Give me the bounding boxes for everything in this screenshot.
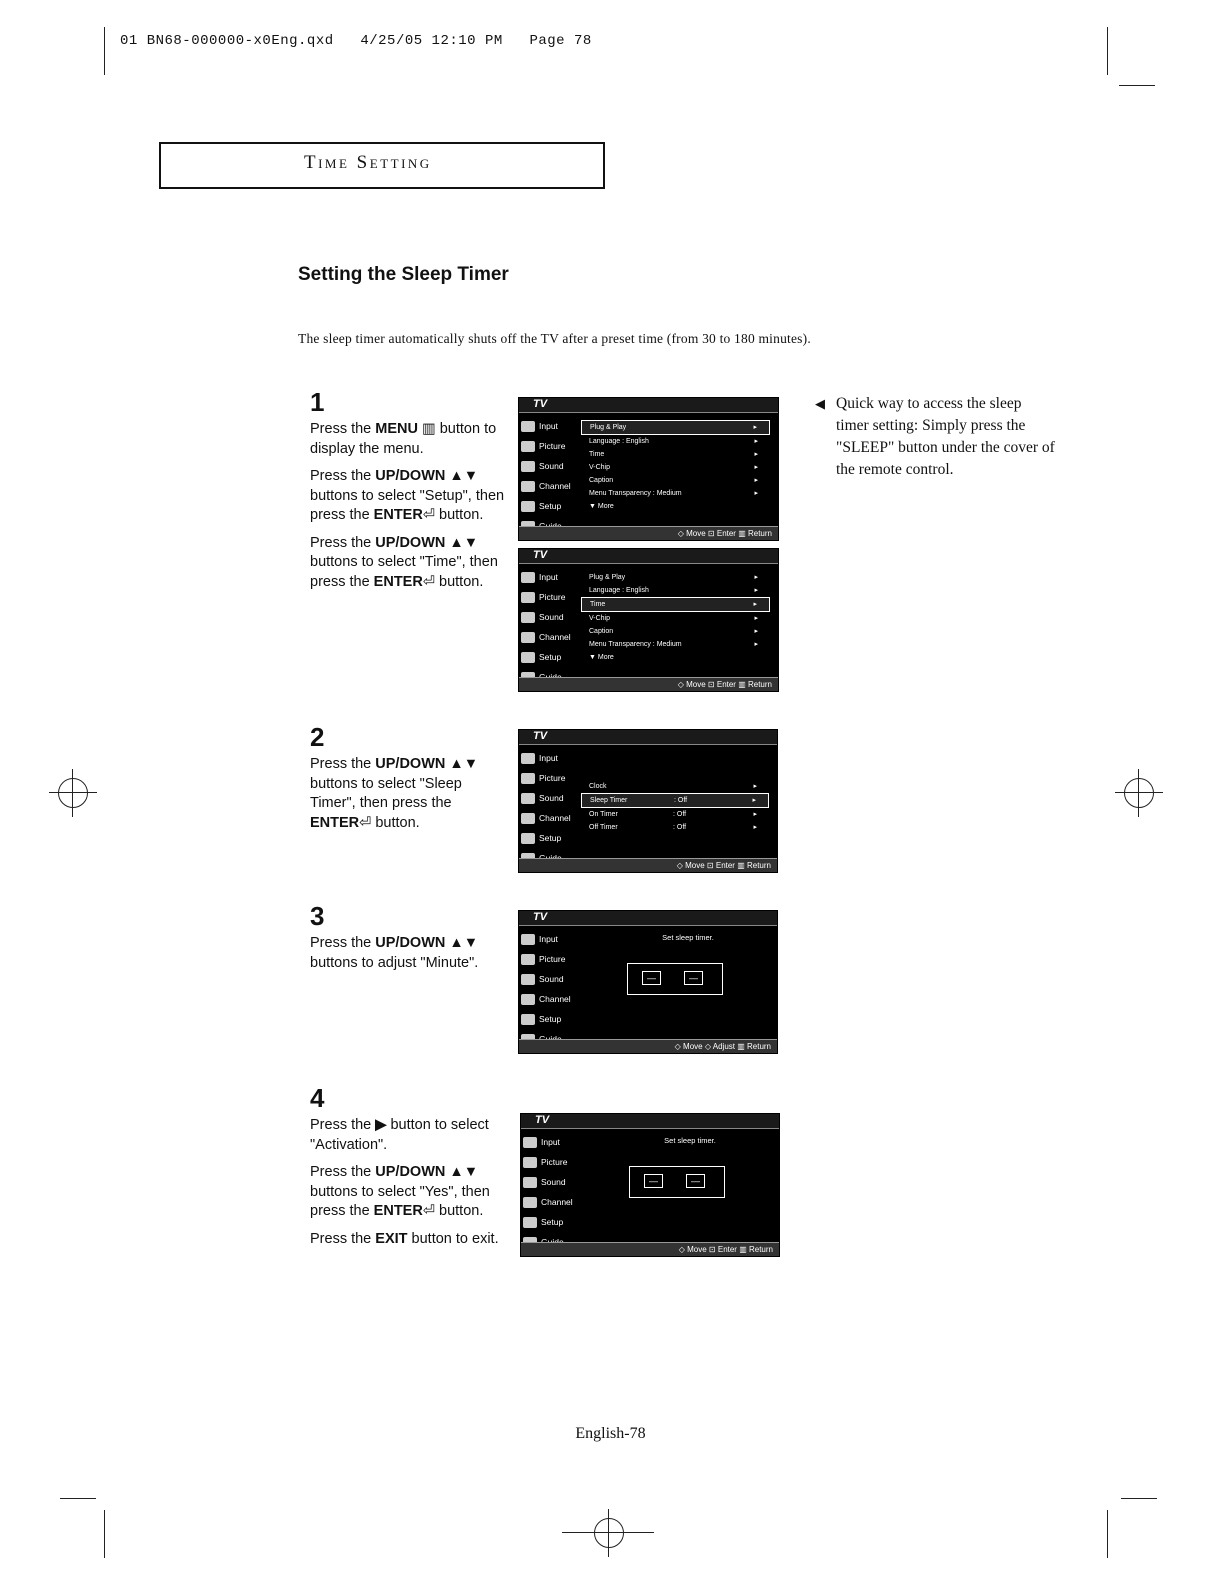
tv-menu-item: ▼ More — [589, 654, 614, 661]
triangle-left-icon: ◀ — [815, 396, 825, 411]
tv-category-icon — [521, 612, 535, 623]
instruction-text: ▲▼ buttons to select "Yes", then press the — [310, 1164, 490, 1219]
tv-sidebar-item: Setup — [521, 828, 579, 848]
tv-sidebar-item: Setup — [523, 1212, 581, 1232]
tv-arrow-right-icon: ▸ — [754, 490, 758, 497]
tv-sidebar-item: Setup — [521, 496, 579, 516]
page-heading: Setting the Sleep Timer — [298, 264, 509, 285]
tv-arrow-right-icon: ▸ — [752, 797, 756, 804]
key-name: UP/DOWN — [375, 1164, 446, 1180]
tv-dialog-field-activation: — — [686, 1174, 705, 1188]
tv-arrow-right-icon: ▸ — [754, 574, 758, 581]
tv-screen-sleep-minute — [518, 910, 778, 1054]
tv-sleep-dialog — [627, 963, 723, 995]
instruction-paragraph — [310, 467, 510, 526]
tv-arrow-right-icon: ▸ — [753, 424, 757, 431]
instruction-text: Press the — [310, 756, 376, 772]
key-name: MENU — [375, 421, 418, 437]
tv-dialog-title: Set sleep timer. — [662, 933, 714, 942]
tv-menu-item: ▼ More — [589, 503, 614, 510]
step-instructions — [310, 1116, 510, 1249]
tv-arrow-right-icon: ▸ — [753, 601, 757, 608]
tv-bottom-bar: ◇ Move ◇ Adjust ▥ Return — [519, 1039, 777, 1053]
tv-category-icon — [523, 1137, 537, 1148]
tv-menu-item: Menu Transparency : Medium ▸ — [581, 638, 770, 651]
tv-category-icon — [521, 833, 535, 844]
tv-bottom-bar: ◇ Move ⊡ Enter ▥ Return — [519, 677, 778, 691]
tv-arrow-right-icon: ▸ — [753, 824, 757, 831]
step-1 — [310, 387, 510, 592]
tv-category-icon — [521, 652, 535, 663]
instruction-text: ⏎ button. — [422, 507, 484, 523]
step-4 — [310, 1083, 510, 1249]
tv-dialog-field-activation: — — [684, 971, 703, 985]
tv-top-bar — [519, 911, 777, 926]
tv-sidebar-item: Picture — [521, 587, 579, 607]
tv-sidebar-item: Picture — [521, 949, 579, 969]
instruction-paragraph — [310, 1116, 510, 1155]
tv-menu-item: Clock ▸ — [581, 780, 769, 793]
instruction-paragraph — [310, 534, 510, 593]
step-instructions — [310, 755, 510, 833]
key-name: EXIT — [375, 1230, 408, 1247]
step-number: 1 — [310, 387, 325, 417]
tv-category-icon — [521, 934, 535, 945]
tv-menu-item: Language : English ▸ — [581, 584, 770, 597]
step-instructions — [310, 934, 510, 973]
tv-arrow-right-icon: ▸ — [753, 783, 757, 790]
tv-bottom-bar: ◇ Move ⊡ Enter ▥ Return — [519, 526, 778, 540]
tv-sidebar — [521, 416, 579, 536]
tv-menu-value: : Off — [673, 824, 687, 831]
tv-sidebar-item: Sound — [523, 1172, 581, 1192]
instruction-text: Press the — [310, 468, 376, 484]
key-name: ENTER — [373, 1203, 423, 1219]
registration-mark-bottom — [594, 1518, 624, 1548]
tv-sidebar-item: Input — [523, 1132, 581, 1152]
tv-bottom-bar: ◇ Move ⊡ Enter ▥ Return — [521, 1242, 779, 1256]
tv-category-icon — [521, 753, 535, 764]
instruction-text: ⏎ button. — [422, 1203, 484, 1219]
tv-menu — [581, 420, 770, 513]
instruction-text: ▥ button to display the menu. — [310, 421, 497, 457]
tv-category-icon — [521, 421, 535, 432]
tv-menu — [581, 780, 769, 834]
tv-sidebar-item: Sound — [521, 969, 579, 989]
tv-screen-time-selected — [518, 548, 779, 692]
key-name: UP/DOWN — [375, 935, 446, 951]
tv-menu-item: Sleep Timer : Off ▸ — [581, 793, 769, 808]
tv-menu-value: : Off — [674, 797, 688, 804]
step-instructions — [310, 420, 510, 592]
tv-category-icon — [521, 592, 535, 603]
tv-sidebar-item: Sound — [521, 788, 579, 808]
key-name: UP/DOWN — [375, 468, 446, 484]
tv-sidebar — [521, 748, 579, 868]
tv-sidebar-item: Channel — [521, 989, 579, 1009]
tv-screen-time-menu — [518, 729, 778, 873]
tv-sidebar-item: Picture — [521, 436, 579, 456]
tv-logo: TV — [533, 398, 548, 410]
tv-sidebar — [521, 929, 579, 1049]
registration-mark-right — [1124, 778, 1154, 808]
tv-menu-item: V-Chip ▸ — [581, 461, 770, 474]
tv-menu-item: Time ▸ — [581, 448, 770, 461]
tv-arrow-right-icon: ▸ — [754, 464, 758, 471]
tv-sidebar-item: Channel — [521, 808, 579, 828]
tv-sleep-dialog — [629, 1166, 725, 1198]
tip-note-text: Quick way to access the sleep timer setting: Simply press the "SLEEP" button under the cover of the remote control. — [836, 395, 1055, 478]
tv-sidebar-item: Input — [521, 748, 579, 768]
instruction-text: ▲▼ buttons to adjust "Minute". — [310, 935, 479, 971]
tv-category-icon — [521, 572, 535, 583]
tv-sidebar-item: Channel — [521, 476, 579, 496]
registration-mark-left — [58, 778, 88, 808]
tv-sidebar-item: Input — [521, 416, 579, 436]
tv-sidebar-item: Sound — [521, 456, 579, 476]
key-name: UP/DOWN — [375, 756, 446, 772]
tv-category-icon — [521, 793, 535, 804]
instruction-paragraph — [310, 1163, 510, 1222]
instruction-text: Press the — [310, 1117, 376, 1133]
instruction-text: Press the — [310, 1230, 376, 1247]
tv-top-bar — [519, 730, 777, 745]
instruction-text: Press the — [310, 935, 376, 951]
key-name: ENTER — [373, 573, 423, 590]
intro-text: The sleep timer automatically shuts off the TV after a preset time (from 30 to 180 minutes). — [298, 331, 811, 346]
step-number: 4 — [310, 1083, 325, 1113]
tv-arrow-right-icon: ▸ — [754, 628, 758, 635]
tv-dialog-field-minute: — — [642, 971, 661, 985]
tv-arrow-right-icon: ▸ — [754, 477, 758, 484]
key-name: ▶ — [375, 1117, 387, 1133]
tv-dialog-field-minute: — — [644, 1174, 663, 1188]
tv-menu-item: On Timer : Off ▸ — [581, 808, 769, 821]
tv-arrow-right-icon: ▸ — [754, 615, 758, 622]
instruction-text: ⏎ button. — [422, 573, 484, 590]
tv-top-bar — [521, 1114, 779, 1129]
instruction-paragraph — [310, 755, 510, 833]
page-number: English-78 — [575, 1425, 646, 1442]
tv-screen-setup-menu — [518, 397, 779, 541]
instruction-text: button to select "Activation". — [310, 1117, 489, 1153]
tv-dialog-title: Set sleep timer. — [664, 1136, 716, 1145]
tv-arrow-right-icon: ▸ — [754, 641, 758, 648]
tv-category-icon — [521, 773, 535, 784]
tv-sidebar — [521, 567, 579, 687]
tv-bottom-bar: ◇ Move ⊡ Enter ▥ Return — [519, 858, 777, 872]
tv-category-icon — [521, 954, 535, 965]
instruction-paragraph — [310, 1230, 510, 1250]
tv-category-icon — [521, 632, 535, 643]
tv-category-icon — [521, 461, 535, 472]
tv-menu-item: Time ▸ — [581, 597, 770, 612]
tv-category-icon — [523, 1177, 537, 1188]
tv-menu-item: Plug & Play ▸ — [581, 571, 770, 584]
section-title: Time Setting — [304, 152, 432, 173]
tv-menu-item: Menu Transparency : Medium ▸ — [581, 487, 770, 500]
key-name: UP/DOWN — [375, 534, 446, 551]
tv-sidebar — [523, 1132, 581, 1252]
instruction-paragraph — [310, 420, 510, 459]
instruction-text: ▲▼ buttons to select "Setup", then press the — [310, 468, 505, 523]
tv-category-icon — [521, 501, 535, 512]
tv-sidebar-item: Channel — [521, 627, 579, 647]
tv-logo: TV — [535, 1114, 550, 1126]
instruction-text: ▲▼ buttons to select "Sleep Timer", then press the — [310, 756, 479, 811]
tv-category-icon — [523, 1197, 537, 1208]
instruction-text: Press the — [310, 421, 376, 437]
instruction-text: Press the — [310, 1164, 376, 1180]
step-3 — [310, 901, 510, 973]
tv-sidebar-item: Picture — [523, 1152, 581, 1172]
key-name: ENTER — [310, 814, 360, 831]
tv-sidebar-item: Input — [521, 567, 579, 587]
tv-logo: TV — [533, 549, 548, 561]
tv-arrow-right-icon: ▸ — [754, 451, 758, 458]
tv-category-icon — [523, 1217, 537, 1228]
tv-sidebar-item: Sound — [521, 607, 579, 627]
tv-category-icon — [523, 1157, 537, 1168]
tv-sidebar-item: Setup — [521, 647, 579, 667]
tv-arrow-right-icon: ▸ — [754, 438, 758, 445]
instruction-paragraph — [310, 934, 510, 973]
tv-category-icon — [521, 1014, 535, 1025]
key-name: ENTER — [373, 507, 423, 523]
tv-menu-item: V-Chip ▸ — [581, 612, 770, 625]
instruction-text: ▲▼ buttons to select "Time", then press the — [310, 534, 498, 590]
instruction-text: ⏎ button. — [359, 814, 420, 831]
tv-top-bar — [519, 398, 778, 413]
tv-menu-item: Caption ▸ — [581, 474, 770, 487]
tv-logo: TV — [533, 730, 548, 742]
tv-arrow-right-icon: ▸ — [754, 587, 758, 594]
tv-category-icon — [521, 974, 535, 985]
tv-sidebar-item: Channel — [523, 1192, 581, 1212]
tv-screen-sleep-activation — [520, 1113, 780, 1257]
print-header: 01 BN68-000000-x0Eng.qxd 4/25/05 12:10 PM Page 78 — [120, 33, 592, 49]
tv-menu-item: Language : English ▸ — [581, 435, 770, 448]
instruction-text: button to exit. — [407, 1230, 499, 1247]
tv-arrow-right-icon: ▸ — [753, 811, 757, 818]
tv-category-icon — [521, 481, 535, 492]
tv-category-icon — [521, 813, 535, 824]
tv-sidebar-item: Setup — [521, 1009, 579, 1029]
step-number: 3 — [310, 901, 325, 931]
tv-category-icon — [521, 441, 535, 452]
tv-menu-item: Caption ▸ — [581, 625, 770, 638]
tv-logo: TV — [533, 911, 548, 923]
tv-menu-item: Off Timer : Off ▸ — [581, 821, 769, 834]
tv-sidebar-item: Input — [521, 929, 579, 949]
tv-category-icon — [521, 994, 535, 1005]
tv-top-bar — [519, 549, 778, 564]
tv-menu — [581, 571, 770, 664]
step-2 — [310, 722, 510, 833]
instruction-text: Press the — [310, 534, 376, 551]
tip-note — [815, 393, 1055, 481]
tv-menu-item: Plug & Play ▸ — [581, 420, 770, 435]
step-number: 2 — [310, 722, 325, 752]
tv-menu-value: : Off — [673, 811, 687, 818]
tv-sidebar-item: Picture — [521, 768, 579, 788]
